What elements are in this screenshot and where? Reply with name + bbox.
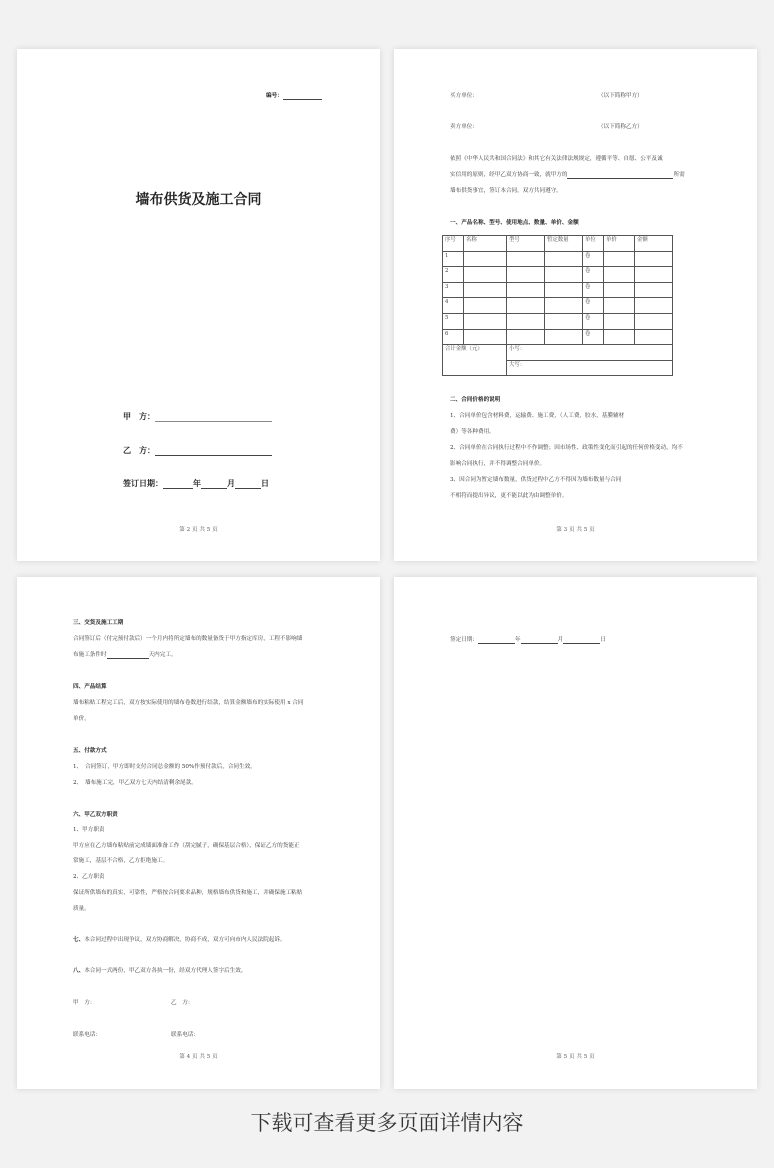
intro-line-1: 依照《中华人民共和国合同法》和其它有关法律法规规定，遵循平等、自愿、公平及诚 <box>450 156 663 162</box>
goods-table <box>442 235 673 376</box>
table-header: 金额 <box>635 236 673 252</box>
table-header: 名称 <box>464 236 507 252</box>
table-row: 1 卷 <box>443 251 673 267</box>
section-2-heading: 二、合同价格的说明 <box>450 397 501 403</box>
total-big: 大写： <box>507 360 673 376</box>
download-caption: 下载可查看更多页面详情内容 <box>250 1111 524 1135</box>
table-header: 序号 <box>443 236 464 252</box>
text-line: 常施工，基层不合格，乙方拒绝施工。 <box>73 858 169 864</box>
buyer-label: 买方单位： <box>450 93 478 99</box>
price-note-3b: 不相符而提出异议，更不能以此为由调整单价。 <box>450 493 568 499</box>
price-note-2a: 2、合同单价在合同执行过程中不作调整；因市场性、政策性变化而引起的任何价格变动，均不 <box>450 445 683 451</box>
party-b-line: 乙 方： <box>123 445 272 456</box>
section-8: 八、本合同一式两份，甲乙双方各执一份，经双方代理人签字后生效。 <box>73 968 247 974</box>
page-footer: 第 3 页 共 5 页 <box>556 527 595 533</box>
section-5-heading: 五、付款方式 <box>73 748 107 754</box>
price-note-1b: 费）等各种费用。 <box>450 429 495 435</box>
seller-note: （以下简称乙方） <box>598 124 643 130</box>
price-note-3a: 3、因合同为暂定墙布数量，供货过程中乙方不得因为墙布数量与合同 <box>450 477 622 483</box>
table-row: 5 卷 <box>443 313 673 329</box>
sign-date-line: 签订日期： 年 月 日 <box>123 479 269 488</box>
seller-label: 卖方单位： <box>450 124 478 130</box>
intro-line-3: 墙布供货事宜，签订本合同，双方共同遵守。 <box>450 188 562 194</box>
phone-b: 联系电话： <box>171 1032 199 1038</box>
contract-number: 编号： <box>266 93 322 100</box>
page-terms <box>17 577 380 1089</box>
total-label: 合计金额（元） <box>443 345 507 376</box>
price-note-2b: 影响合同执行，并不得调整合同单价。 <box>450 461 546 467</box>
table-header: 单位 <box>583 236 604 252</box>
text-line: 保证所供墙布的真实，可靠性，严格按合同要求品种，规格墙布供货和施工，并确保施工粘贴 <box>73 890 303 896</box>
page-goods <box>394 49 757 561</box>
text-line: 1、甲方职责 <box>73 827 105 833</box>
page-cover <box>17 49 380 561</box>
document-title: 墙布供货及施工合同 <box>135 192 262 208</box>
party-a-line: 甲 方： <box>123 411 272 422</box>
text-line: 1、 合同签订，甲方即时支付合同总金额的 50%作预付款后，合同生效。 <box>73 764 256 770</box>
section-1-heading: 一、产品名称、型号、使用地点、数量、单价、金额 <box>450 220 579 226</box>
table-row: 4 卷 <box>443 298 673 314</box>
text-line: 布施工条件时 天内完工。 <box>73 652 177 658</box>
party-b-sign: 乙 方： <box>171 1000 194 1006</box>
buyer-note: （以下简称甲方） <box>598 93 643 99</box>
text-line: 2、 墙布施工完，甲乙双方七天内结清剩余尾款。 <box>73 780 197 786</box>
section-3-heading: 三、交货及施工工期 <box>73 620 124 626</box>
price-note-1a: 1、合同单价包含材料费，运输费、施工费，（人工费，胶水，基膜辅材 <box>450 413 625 419</box>
page-footer: 第 2 页 共 5 页 <box>179 527 218 533</box>
text-line: 质量。 <box>73 906 90 912</box>
total-row-small <box>443 345 673 361</box>
page-sign-date <box>394 577 757 1089</box>
text-line: 2、乙方职责 <box>73 874 105 880</box>
total-small: 小写： <box>507 345 673 361</box>
section-6-heading: 六、甲乙双方职责 <box>73 812 118 818</box>
table-row: 2 卷 <box>443 267 673 283</box>
table-row: 3 卷 <box>443 282 673 298</box>
phone-a: 联系电话： <box>73 1032 101 1038</box>
text-line: 墙布粘贴工程完工后，双方按实际使用的墙布卷数进行结款，结算金额墙布的实际使用 x 合同 <box>73 700 304 706</box>
text-line: 合同签订后（付完预付款后）一个月内将所定墙布的数量备货于甲方指定库房，工程不影响墙 <box>73 636 303 642</box>
intro-line-2: 实信用的原则，经甲乙双方协商一致，就甲方的 所需 <box>450 172 685 178</box>
table-header-row <box>443 236 673 252</box>
table-header: 暂定数量 <box>545 236 583 252</box>
section-7: 七、本合同过程中出现争议，双方协商解决，协商不成，双方可向市内人民法院起诉。 <box>73 937 286 943</box>
page-footer: 第 4 页 共 5 页 <box>179 1054 218 1060</box>
table-header: 单价 <box>604 236 635 252</box>
section-4-heading: 四、产品结算 <box>73 684 107 690</box>
table-header: 型号 <box>507 236 545 252</box>
party-a-sign: 甲 方： <box>73 1000 96 1006</box>
page-footer: 第 5 页 共 5 页 <box>556 1054 595 1060</box>
text-line: 甲方应在乙方墙布粘贴前完成墙面准备工作（刮完腻子，确保基层合格），保证乙方的货能正 <box>73 843 300 849</box>
table-row: 6 卷 <box>443 329 673 345</box>
text-line: 单价。 <box>73 716 90 722</box>
sign-date-line: 签定日期： 年 月 日 <box>450 637 606 643</box>
